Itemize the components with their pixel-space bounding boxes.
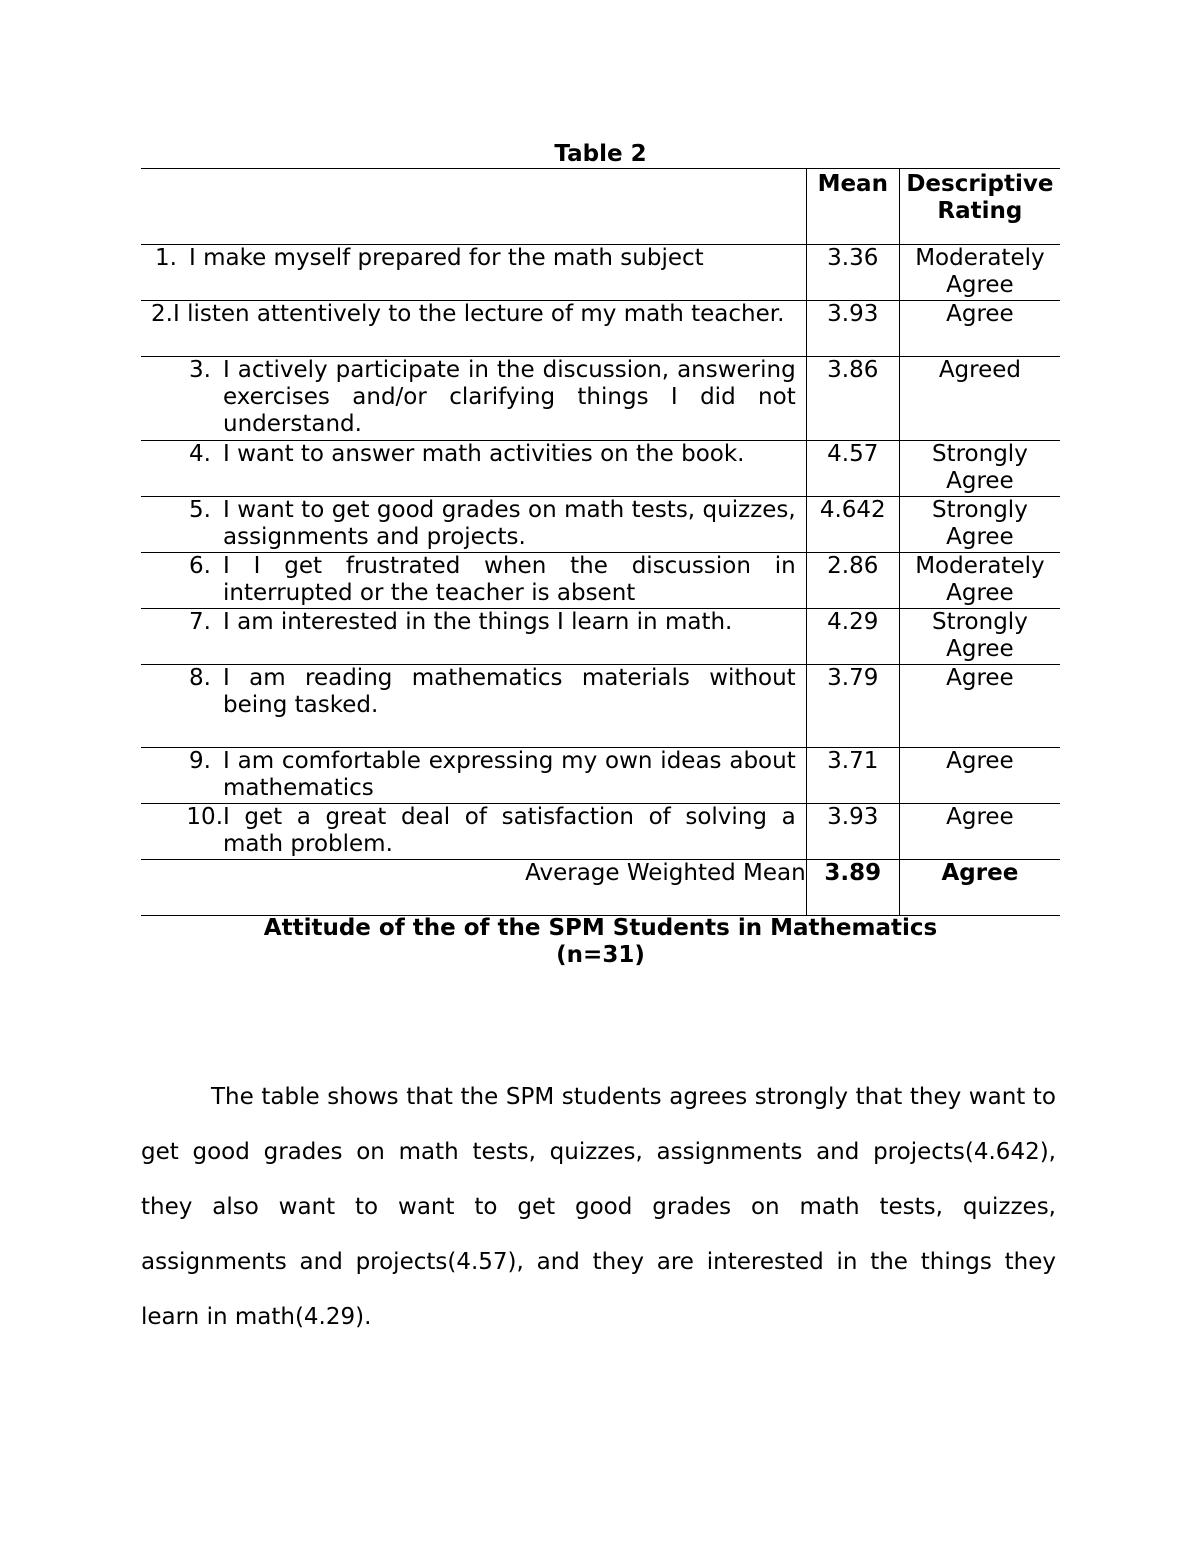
header-mean: Mean [806,169,899,245]
table-title: Table 2 [554,141,647,167]
table-caption [141,915,1060,969]
rating-value: Strongly Agree [931,609,1028,662]
item-text: I am comfortable expressing my own ideas about mathematics [223,748,796,801]
table-row [141,245,1060,301]
item-number: 1. [155,245,177,271]
caption-line-1: Attitude of the of the SPM Students in Mathematics [263,915,938,941]
rating-value: Agree [946,665,1014,691]
item-number: 8. [189,665,211,691]
average-rating: Agree [941,860,1019,886]
table-row [141,301,1060,357]
attitude-table [141,168,1060,916]
rating-value: Agree [946,301,1014,327]
table-row [141,748,1060,804]
table-header-row [141,169,1060,245]
table-row [141,804,1060,860]
average-label: Average Weighted Mean [525,860,806,886]
item-cell [141,441,806,468]
mean-value: 3.79 [806,665,899,748]
average-mean: 3.89 [806,860,899,916]
item-text: I actively participate in the discussion, answering exercises and/or clarifying things I did not understand. [223,357,796,437]
rating-value: Agreed [938,357,1021,383]
rating-value: Moderately Agree [915,245,1045,298]
mean-value: 3.93 [806,301,899,357]
header-item [141,169,806,245]
item-number: 5. [189,497,211,523]
body-paragraph: The table shows that the SPM students agrees strongly that they want to get good grades on math tests, quizzes, assignments and projects(4.642), they also want to want to get good grades on math tests, quizzes, assignments and projects(4.57), and they are interested in the things they learn in math(4.29). [141,1084,1056,1330]
item-number: 6. [189,553,211,579]
rating-value: Agree [946,804,1014,830]
item-text: I want to answer math activities on the book. [223,441,745,467]
table-row [141,357,1060,441]
mean-value: 2.86 [806,553,899,609]
mean-value: 3.36 [806,245,899,301]
item-cell [141,665,806,719]
item-text: I am reading mathematics materials without being tasked. [223,665,796,718]
item-number: 10. [186,804,223,830]
caption-line-2: (n=31) [556,942,645,968]
item-number: 4. [189,441,211,467]
rating-value: Agree [946,748,1014,774]
rating-value: Strongly Agree [931,497,1028,550]
item-number: 2. [151,301,173,327]
item-text: I want to get good grades on math tests, quizzes, assignments and projects. [223,497,796,550]
table-row [141,665,1060,748]
item-text: I am interested in the things I learn in math. [223,609,733,635]
mean-value: 4.642 [806,497,899,553]
average-row [141,860,1060,916]
mean-value: 3.71 [806,748,899,804]
rating-value: Moderately Agree [915,553,1045,606]
item-cell [141,804,806,858]
mean-value: 4.29 [806,609,899,665]
rating-value: Strongly Agree [931,441,1028,494]
mean-value: 3.93 [806,804,899,860]
table-row [141,497,1060,553]
item-cell [141,497,806,551]
item-text: I listen attentively to the lecture of my math teacher. [173,301,785,327]
item-cell [141,553,806,607]
item-number: 9. [189,748,211,774]
item-cell [141,748,806,802]
table-row [141,553,1060,609]
item-text: I get a great deal of satisfaction of solving a math problem. [223,804,796,857]
item-text: I make myself prepared for the math subject [189,245,704,271]
item-cell [141,245,806,272]
mean-value: 3.86 [806,357,899,441]
item-cell [141,301,806,328]
table-row [141,441,1060,497]
item-text: I I get frustrated when the discussion in interrupted or the teacher is absent [223,553,796,606]
item-cell [141,357,806,438]
item-number: 3. [189,357,211,383]
item-number: 7. [189,609,211,635]
item-cell [141,609,806,636]
mean-value: 4.57 [806,441,899,497]
table-row [141,609,1060,665]
header-rating: Descriptive Rating [906,171,1054,224]
